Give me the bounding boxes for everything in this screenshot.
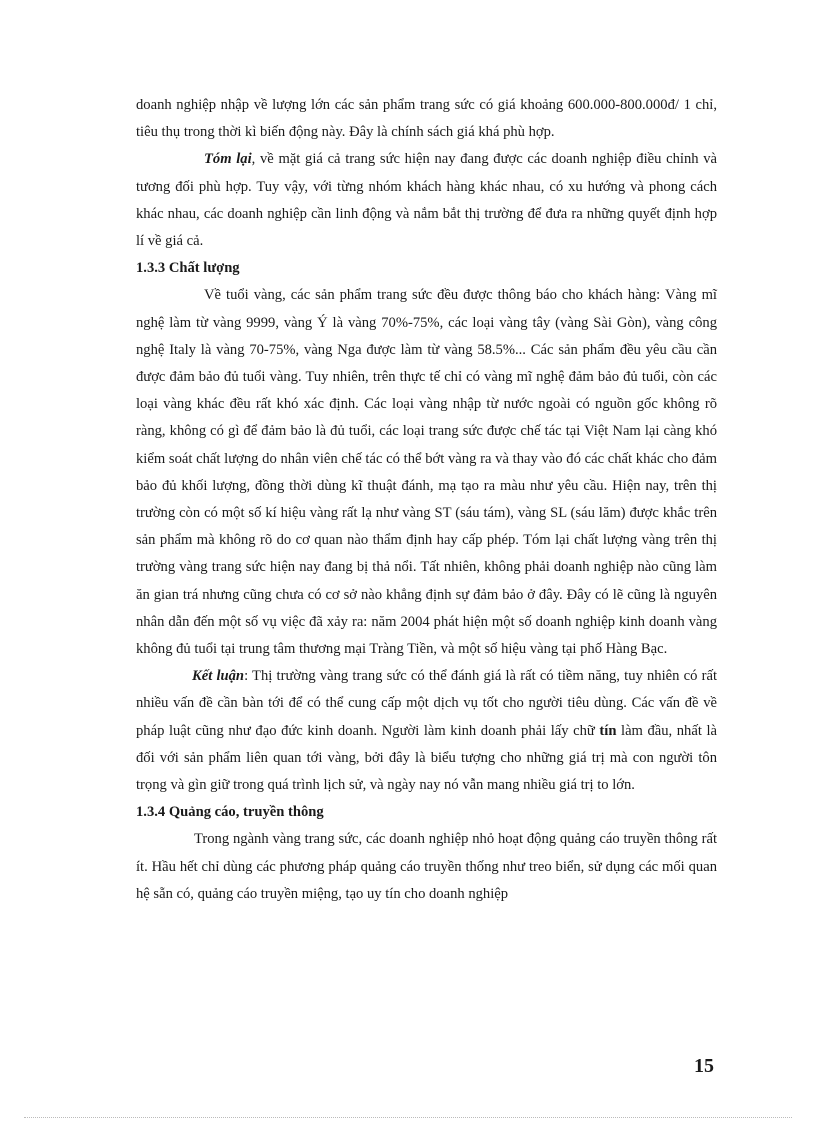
paragraph-conclusion	[136, 663, 717, 799]
section-heading-quality: 1.3.3 Chất lượng	[136, 260, 240, 277]
paragraph-price-summary-text: , về mặt giá cả trang sức hiện nay đang được các doanh nghiệp điều chỉnh và tương đối phù hợp. Tuy vậy, với từng nhóm khách hàng khác nhau, có xu hướng và phong cách khác nhau, các doanh nghiệp cần linh động và nắm bắt thị trường để đưa ra những quyết định hợp lí về giá cả.	[136, 151, 718, 250]
footer-divider	[24, 1117, 792, 1118]
bold-word-tin: tín	[599, 722, 617, 739]
paragraph-quality: Về tuổi vàng, các sản phẩm trang sức đều được thông báo cho khách hàng: Vàng mĩ nghệ làm từ vàng 9999, vàng Ý là vàng 70%-75%, các loại vàng tây (vàng Sài Gòn), vàng công nghệ Italy là vàng 70-75%, vàng Nga được làm từ vàng 58.5%... Các sản phẩm đều yêu cầu cần được đảm bảo đủ tuổi vàng. Tuy nhiên, trên thực tế chỉ có vàng mĩ nghệ đảm bảo đủ tuổi, còn các loại vàng khác đều rất khó xác định. Các loại vàng nhập từ nước ngoài có nguồn gốc không rõ ràng, không có gì để đảm bảo là đủ tuổi, các loại trang sức được chế tác tại Việt Nam lại càng khó kiểm soát chất lượng do nhân viên chế tác có thể bớt vàng ra và thay vào đó các chất khác cho đảm bảo đủ khối lượng, đồng thời dùng kĩ thuật đánh, mạ tạo ra màu như yêu cầu. Hiện nay, trên thị trường còn có một số kí hiệu vàng rất lạ như vàng ST (sáu tám), vàng SL (sáu lăm) được khắc trên sản phẩm mà không rõ do cơ quan nào thẩm định hay cấp phép. Tóm lại chất lượng vàng trên thị trường vàng trang sức hiện nay đang bị thả nổi. Tất nhiên, không phải doanh nghiệp nào cũng làm ăn gian trá nhưng cũng chưa có cơ sở nào khẳng định sự đảm bảo ở đây. Đây có lẽ cũng là nguyên nhân dẫn đến một số vụ việc đã xảy ra: năm 2004 phát hiện một số doanh nghiệp kinh doanh vàng không đủ tuổi tại trung tâm thương mại Tràng Tiền, và một số hiệu vàng tại phố Hàng Bạc.	[136, 287, 717, 658]
lead-tom-lai: Tóm lại	[204, 151, 252, 168]
body-text	[136, 92, 717, 908]
paragraph-conclusion-text-a: : Thị trường vàng trang sức có thể đánh giá là rất có tiềm năng, tuy nhiên có rất nhiều vấn đề cần bàn tới để có thể cung cấp một dịch vụ tốt cho người tiêu dùng. Các vấn đề về pháp luật cũng như đạo đức kinh doanh. Người làm kinh doanh phải lấy chữ	[136, 668, 717, 739]
paragraph-price-end: doanh nghiệp nhập về lượng lớn các sản phẩm trang sức có giá khoảng 600.000-800.000đ/ 1 chỉ, tiêu thụ trong thời kì biến động này. Đây là chính sách giá khá phù hợp.	[136, 97, 717, 141]
section-heading-advertising: 1.3.4 Quảng cáo, truyền thông	[136, 804, 324, 821]
paragraph-price-summary	[136, 146, 717, 255]
page-number: 15	[694, 1055, 714, 1077]
paragraph-conclusion-text-b: làm đầu, nhất là đối với sản phẩm liên quan tới vàng, bởi đây là biểu tượng cho những giá trị mà con người tôn trọng và gìn giữ trong quá trình lịch sử, và ngày nay nó vẫn mang nhiều giá trị to lớn.	[136, 722, 717, 794]
paragraph-advertising: Trong ngành vàng trang sức, các doanh nghiệp nhỏ hoạt động quảng cáo truyền thông rất ít. Hầu hết chỉ dùng các phương pháp quảng cáo truyền thống như treo biển, sử dụng các mối quan hệ sẵn có, quảng cáo truyền miệng, tạo uy tín cho doanh nghiệp	[136, 831, 717, 902]
lead-ket-luan: Kết luận	[192, 668, 245, 685]
